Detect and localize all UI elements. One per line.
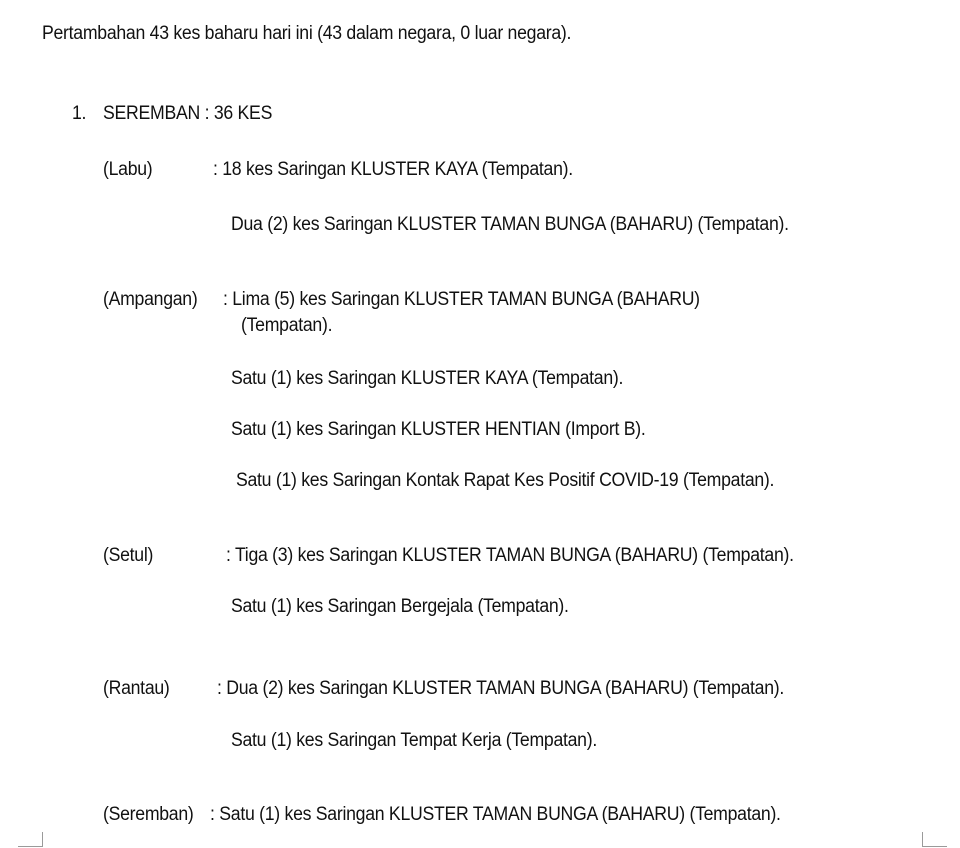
area-label-rantau: (Rantau) xyxy=(103,678,170,699)
area-line: : Dua (2) kes Saringan KLUSTER TAMAN BUNGA (BAHARU) (Tempatan). xyxy=(217,678,785,699)
area-label-labu: (Labu) xyxy=(103,159,153,180)
area-label-ampangan: (Ampangan) xyxy=(103,289,198,310)
area-line: Satu (1) kes Saringan KLUSTER HENTIAN (Import B). xyxy=(231,419,646,440)
area-line: (Tempatan). xyxy=(241,315,333,336)
page-margin-corner-right xyxy=(922,832,947,847)
section-heading: SEREMBAN : 36 KES xyxy=(103,103,273,124)
area-line: : Lima (5) kes Saringan KLUSTER TAMAN BUNGA (BAHARU) xyxy=(223,289,700,310)
area-line: : Satu (1) kes Saringan KLUSTER TAMAN BUNGA (BAHARU) (Tempatan). xyxy=(210,804,781,825)
area-label-setul: (Setul) xyxy=(103,545,154,566)
area-label-seremban: (Seremban) xyxy=(103,804,194,825)
area-line: : 18 kes Saringan KLUSTER KAYA (Tempatan). xyxy=(213,159,573,180)
area-line: Satu (1) kes Saringan Bergejala (Tempatan). xyxy=(231,596,569,617)
intro-paragraph: Pertambahan 43 kes baharu hari ini (43 dalam negara, 0 luar negara). xyxy=(42,23,572,44)
area-line: Satu (1) kes Saringan Tempat Kerja (Tempatan). xyxy=(231,730,597,751)
list-number: 1. xyxy=(72,103,87,124)
area-line: Satu (1) kes Saringan KLUSTER KAYA (Tempatan). xyxy=(231,368,624,389)
area-line: Satu (1) kes Saringan Kontak Rapat Kes Positif COVID-19 (Tempatan). xyxy=(236,470,775,491)
page-margin-corner-left xyxy=(18,832,43,847)
area-line: : Tiga (3) kes Saringan KLUSTER TAMAN BUNGA (BAHARU) (Tempatan). xyxy=(226,545,794,566)
area-line: Dua (2) kes Saringan KLUSTER TAMAN BUNGA (BAHARU) (Tempatan). xyxy=(231,214,789,235)
